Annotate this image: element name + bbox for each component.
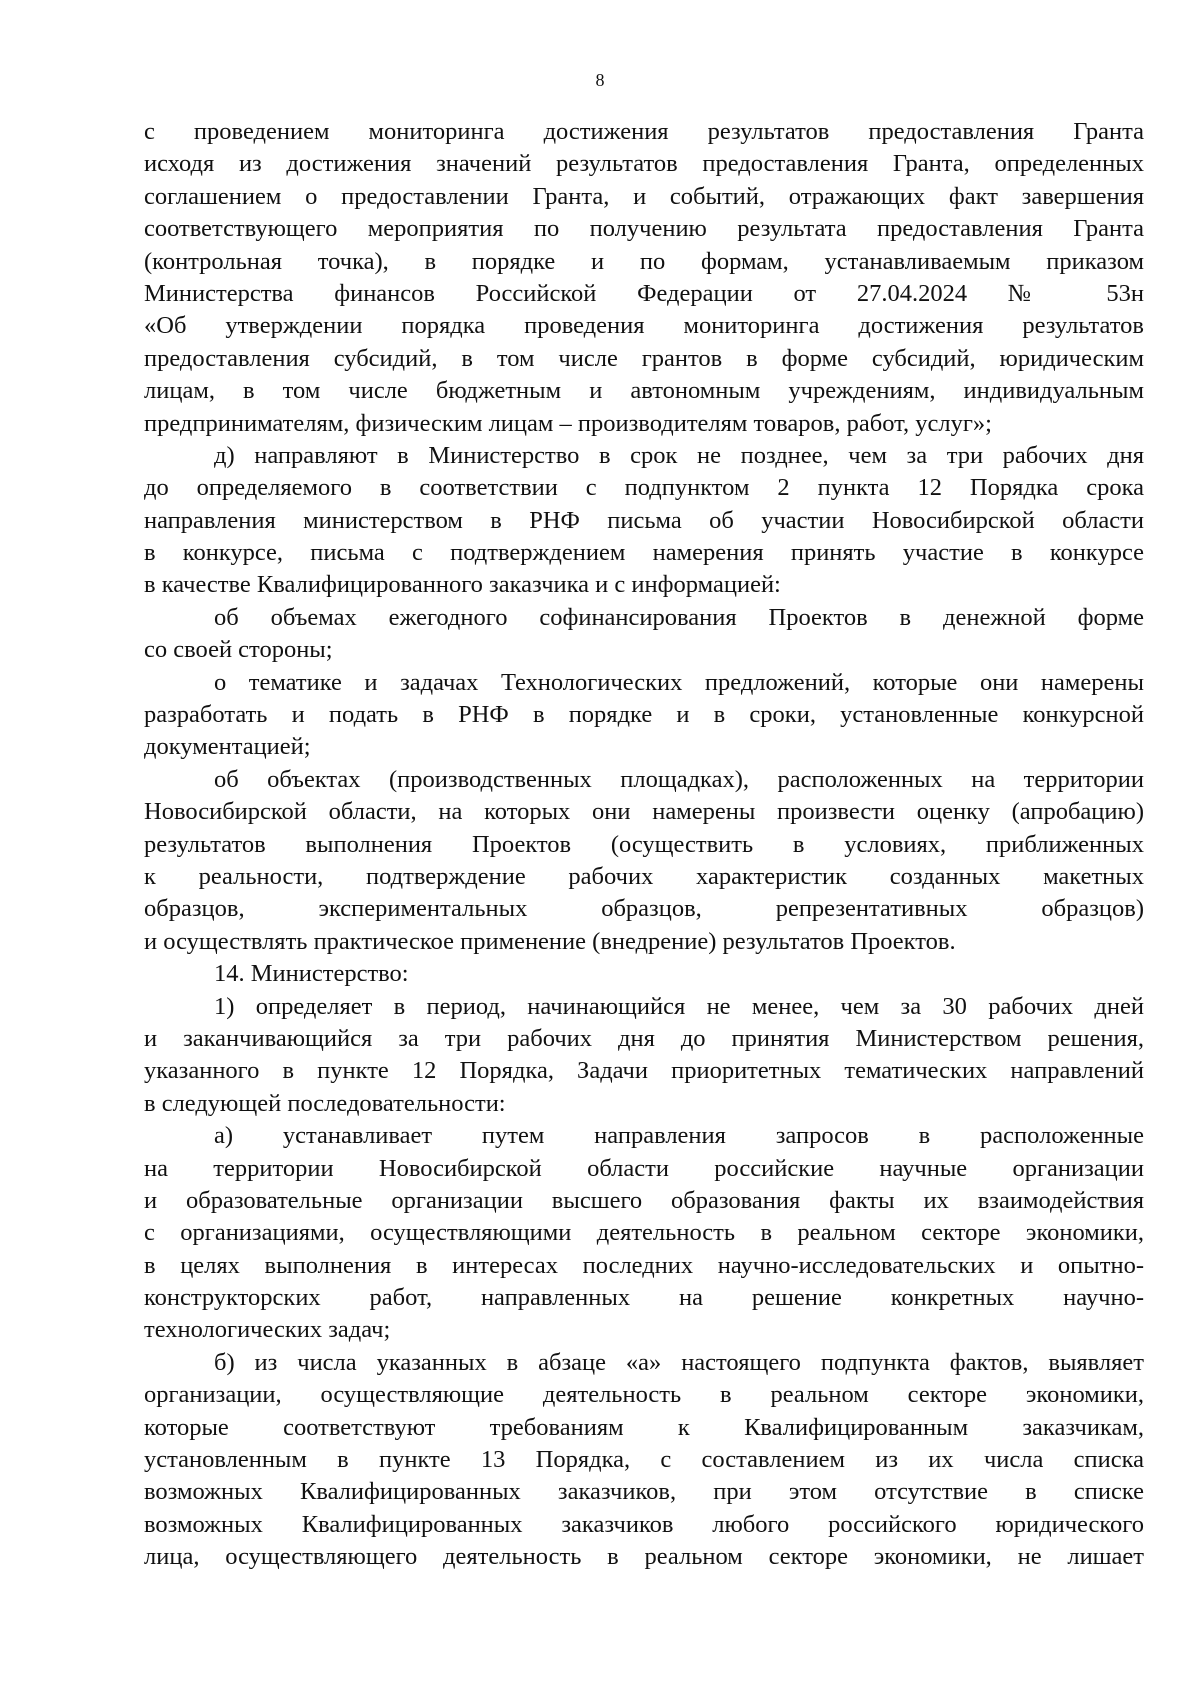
text-line: в следующей последовательности:: [144, 1089, 506, 1117]
text-line: направления министерством в РНФ письма об участии Новосибирской области: [144, 506, 1144, 534]
text-line: д) направляют в Министерство в срок не позднее, чем за три рабочих дня: [214, 441, 1144, 469]
text-line: до определяемого в соответствии с подпунктом 2 пункта 12 Порядка срока: [144, 474, 1144, 502]
text-line: технологических задач;: [144, 1316, 391, 1344]
text-line: лицам, в том числе бюджетным и автономным учреждениям, индивидуальным: [144, 377, 1144, 405]
text-line: предоставления субсидий, в том числе грантов в форме субсидий, юридическим: [144, 344, 1144, 372]
text-line: б) из числа указанных в абзаце «а» настоящего подпункта фактов, выявляет: [214, 1348, 1144, 1376]
text-line: (контрольная точка), в порядке и по формам, устанавливаемым приказом: [144, 247, 1144, 275]
text-line: Министерства финансов Российской Федерации от 27.04.2024 № 53н: [144, 279, 1144, 307]
text-line: о тематике и задачах Технологических предложений, которые они намерены: [214, 668, 1144, 696]
text-line: лица, осуществляющего деятельность в реальном секторе экономики, не лишает: [144, 1543, 1144, 1571]
text-line: документацией;: [144, 733, 311, 761]
text-line: об объемах ежегодного софинансирования Проектов в денежной форме: [214, 603, 1144, 631]
text-line: 14. Министерство:: [214, 960, 409, 988]
text-line: исходя из достижения значений результатов предоставления Гранта, определенных: [144, 150, 1144, 178]
text-line: соответствующего мероприятия по получению результата предоставления Гранта: [144, 215, 1144, 243]
text-line: возможных Квалифицированных заказчиков любого российского юридического: [144, 1510, 1144, 1538]
text-line: и образовательные организации высшего образования факты их взаимодействия: [144, 1186, 1144, 1214]
text-line: установленным в пункте 13 Порядка, с составлением из их числа списка: [144, 1446, 1144, 1474]
text-line: на территории Новосибирской области российские научные организации: [144, 1154, 1144, 1182]
text-line: с организациями, осуществляющими деятельность в реальном секторе экономики,: [144, 1219, 1144, 1247]
text-line: к реальности, подтверждение рабочих характеристик созданных макетных: [144, 862, 1144, 890]
text-line: образцов, экспериментальных образцов, репрезентативных образцов): [144, 895, 1144, 923]
text-line: результатов выполнения Проектов (осуществить в условиях, приближенных: [144, 830, 1144, 858]
text-line: с проведением мониторинга достижения результатов предоставления Гранта: [144, 118, 1144, 145]
text-line: конструкторских работ, направленных на решение конкретных научно-: [144, 1284, 1144, 1312]
text-line: в конкурсе, письма с подтверждением намерения принять участие в конкурсе: [144, 539, 1144, 567]
text-line: возможных Квалифицированных заказчиков, при этом отсутствие в списке: [144, 1478, 1144, 1506]
text-line: указанного в пункте 12 Порядка, Задачи приоритетных тематических направлений: [144, 1057, 1144, 1085]
text-line: в качестве Квалифицированного заказчика и с информацией:: [144, 571, 781, 599]
text-line: об объектах (производственных площадках), расположенных на территории: [214, 765, 1144, 793]
text-line: со своей стороны;: [144, 636, 333, 664]
text-line: «Об утверждении порядка проведения мониторинга достижения результатов: [144, 312, 1144, 340]
text-line: в целях выполнения в интересах последних научно-исследовательских и опытно-: [144, 1251, 1144, 1279]
text-line: и заканчивающийся за три рабочих дня до принятия Министерством решения,: [144, 1024, 1144, 1052]
text-line: которые соответствуют требованиям к Квалифицированным заказчикам,: [144, 1413, 1144, 1441]
text-line: предпринимателям, физическим лицам – производителям товаров, работ, услуг»;: [144, 409, 992, 437]
text-line: соглашением о предоставлении Гранта, и событий, отражающих факт завершения: [144, 182, 1144, 210]
text-line: а) устанавливает путем направления запросов в расположенные: [214, 1122, 1144, 1150]
text-line: и осуществлять практическое применение (внедрение) результатов Проектов.: [144, 927, 956, 955]
text-line: 1) определяет в период, начинающийся не менее, чем за 30 рабочих дней: [214, 992, 1144, 1020]
text-line: Новосибирской области, на которых они намерены произвести оценку (апробацию): [144, 798, 1144, 826]
text-line: организации, осуществляющие деятельность в реальном секторе экономики,: [144, 1381, 1144, 1409]
page-number: 8: [595, 70, 605, 90]
body-text: [144, 116, 1144, 1574]
text-line: разработать и подать в РНФ в порядке и в сроки, установленные конкурсной: [144, 701, 1144, 729]
